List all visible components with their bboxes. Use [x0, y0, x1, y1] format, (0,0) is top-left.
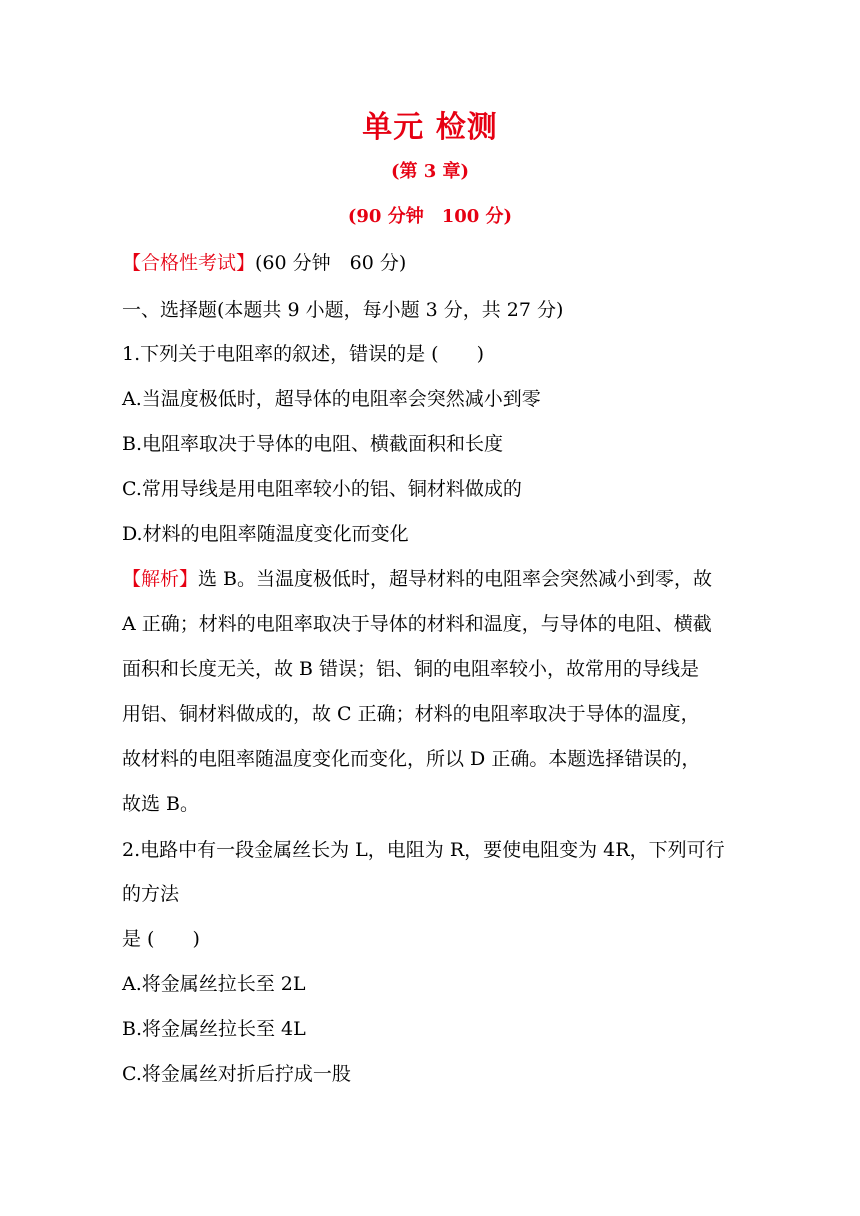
question-1-option-c: C.常用导线是用电阻率较小的铝、铜材料做成的	[122, 478, 522, 500]
exam-type-tag: 【合格性考试】	[122, 252, 256, 274]
question-1-option-d: D.材料的电阻率随温度变化而变化	[122, 523, 409, 545]
question-1-option-a: A.当温度极低时，超导体的电阻率会突然减小到零	[122, 388, 541, 410]
question-2-stem-line-1: 2.电路中有一段金属丝长为 L，电阻为 R，要使电阻变为 4R，下列可行	[122, 839, 725, 861]
page-title: 单元 检测	[362, 110, 498, 145]
question-1-analysis-line-5: 故材料的电阻率随温度变化而变化，所以 D 正确。本题选择错误的，	[122, 748, 701, 770]
exam-type-duration: (60 分钟 60 分)	[255, 252, 407, 274]
time-score-label: (90 分钟 100 分)	[347, 206, 513, 227]
chapter-label: (第 3 章)	[390, 161, 470, 182]
question-2-option-a: A.将金属丝拉长至 2L	[122, 973, 306, 995]
question-1-analysis-line-2: A 正确；材料的电阻率取决于导体的材料和温度，与导体的电阻、横截	[122, 613, 712, 635]
question-2-option-b: B.将金属丝拉长至 4L	[122, 1018, 306, 1040]
question-1-analysis-line-6: 故选 B。	[122, 793, 200, 815]
question-2-stem-line-2: 的方法	[122, 883, 180, 905]
analysis-text-1: 选 B。当温度极低时，超导材料的电阻率会突然减小到零，故	[198, 568, 713, 590]
question-2-option-c: C.将金属丝对折后拧成一股	[122, 1063, 351, 1085]
question-2-stem-line-3: 是 ( )	[122, 928, 200, 950]
analysis-tag: 【解析】	[122, 568, 199, 590]
exam-type-line	[122, 251, 406, 275]
question-1-analysis-line-4: 用铝、铜材料做成的，故 C 正确；材料的电阻率取决于导体的温度，	[122, 703, 700, 725]
question-1-analysis-line-3: 面积和长度无关，故 B 错误；铝、铜的电阻率较小，故常用的导线是	[122, 658, 700, 680]
question-1-option-b: B.电阻率取决于导体的电阻、横截面积和长度	[122, 433, 504, 455]
question-1-stem: 1.下列关于电阻率的叙述，错误的是 ( )	[122, 343, 484, 365]
question-1-analysis-line-1	[122, 567, 712, 591]
section-heading: 一、选择题(本题共 9 小题，每小题 3 分，共 27 分)	[122, 299, 564, 321]
